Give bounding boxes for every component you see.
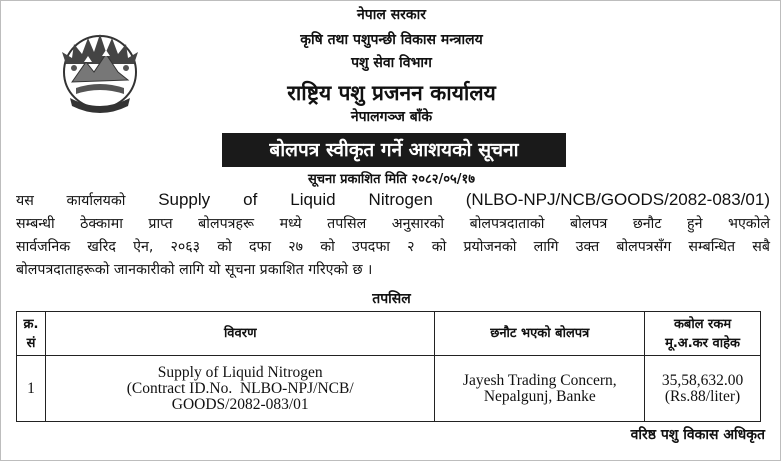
header-serial-number: क्र. सं (17, 312, 46, 356)
cell-selected-bidder: Jayesh Trading Concern, Nepalgunj, Banke (435, 356, 645, 422)
body-line-1 (16, 188, 770, 213)
header-government: नेपाल सरकार (356, 7, 426, 23)
cell-serial-number: 1 (17, 356, 46, 422)
cell-description: Supply of Liquid Nitrogen (Contract ID.No. NLBO-NPJ/NCB/ GOODS/2082-083/01 (45, 356, 435, 422)
notice-title-banner: बोलपत्र स्वीकृत गर्ने आशयको सूचना (222, 133, 566, 167)
table-row (17, 356, 761, 422)
header-location: नेपालगञ्ज बाँके (350, 109, 433, 125)
body-prefix: यस कार्यालयको (16, 193, 126, 209)
cell-bid-amount: 35,58,632.00 (Rs.88/liter) (645, 356, 761, 422)
contract-reference: Supply of Liquid Nitrogen (NLBO-NPJ/NCB/GOODS/2082-083/01) (158, 190, 770, 209)
body-line-2: सम्बन्धी ठेक्कामा प्राप्त बोलपत्रहरू मध्ये तपसिल अनुसारको बोलपत्रदाताको बोलपत्र छनौट हुने भएकोले (16, 216, 770, 232)
table-header-row (17, 312, 761, 356)
header-selected-bid: छनौट भएको बोलपत्र (435, 312, 645, 356)
header-description: विवरण (45, 312, 435, 356)
bid-details-table (16, 311, 761, 422)
header-bid-amount: कबोल रकम मू.अ.कर वाहेक (645, 312, 761, 356)
header-department: पशु सेवा विभाग (351, 55, 432, 71)
signatory-title: वरिष्ठ पशु विकास अधिकृत (630, 427, 765, 443)
header-office: राष्ट्रिय पशु प्रजनन कार्यालय (287, 81, 496, 105)
body-line-4: बोलपत्रदाताहरूको जानकारीको लागि यो सूचना प्रकाशित गरिएको छ । (16, 262, 373, 278)
publish-date: सूचना प्रकाशित मिति २०८२/०५/१७ (307, 172, 476, 187)
body-line-3: सार्वजनिक खरिद ऐन, २०६३ को दफा २७ को उपदफा २ को प्रयोजनको लागि उक्त बोलपत्रसँग सम्बन्धित सबै (16, 239, 770, 255)
details-subheading: तपसिल (372, 291, 411, 307)
header-ministry: कृषि तथा पशुपन्छी विकास मन्त्रालय (300, 32, 483, 48)
notice-body (16, 188, 770, 282)
